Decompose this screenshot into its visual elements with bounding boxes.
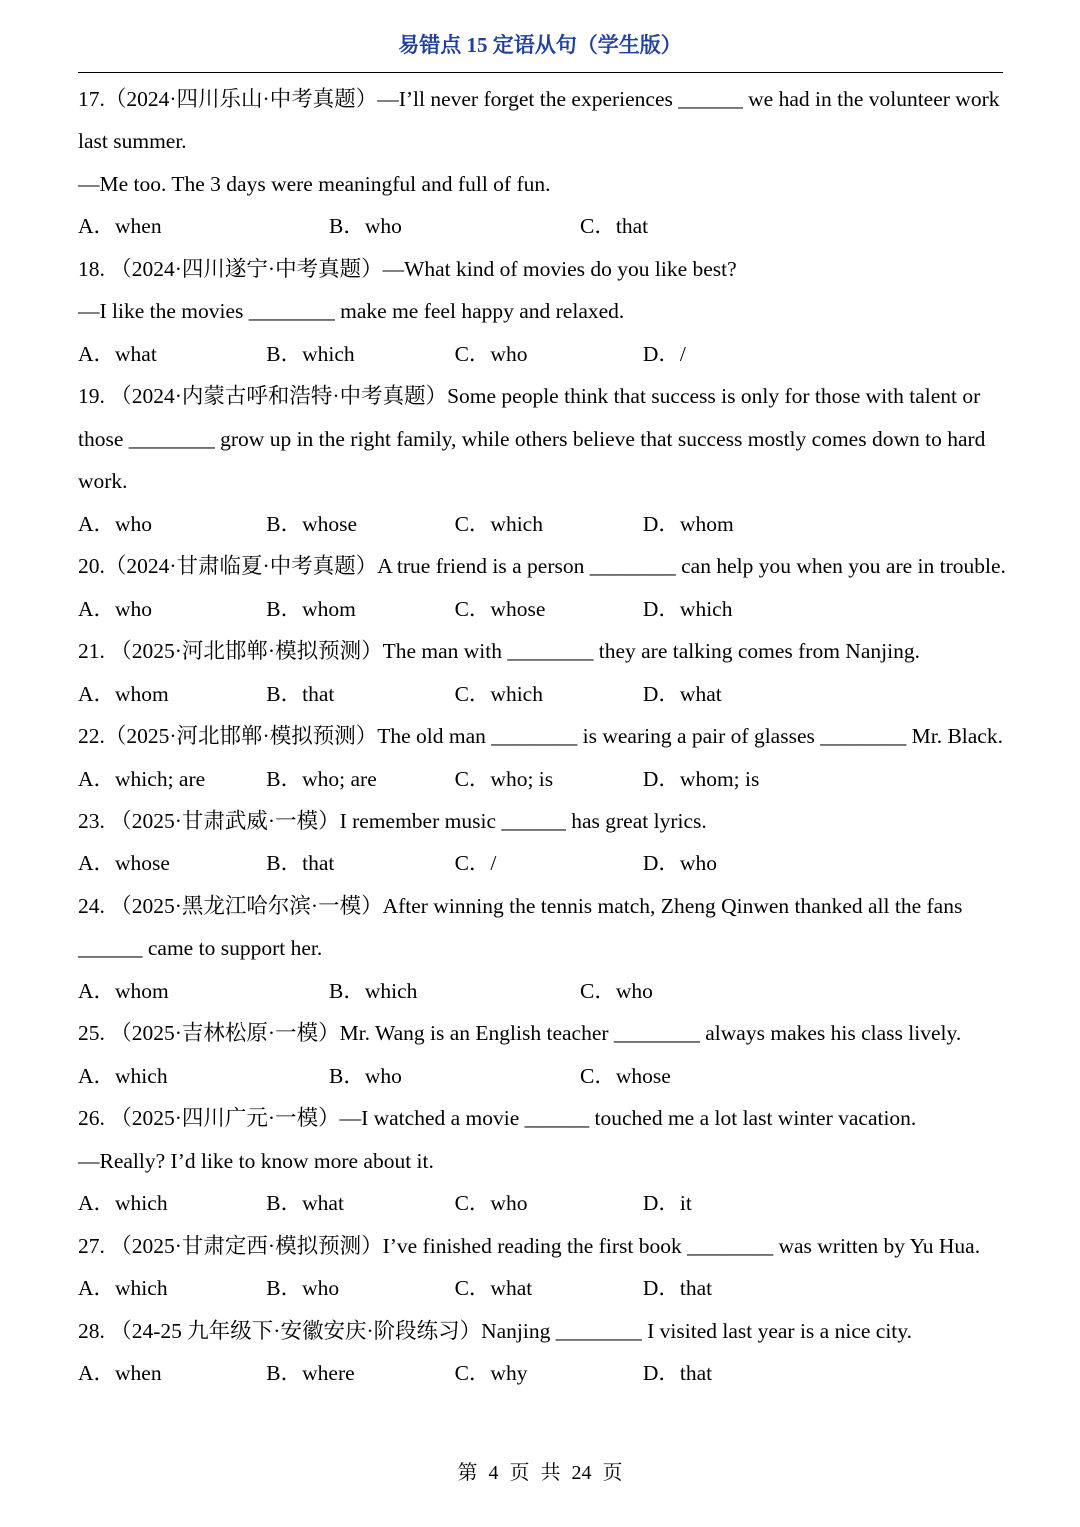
q28-options <box>78 1352 1003 1394</box>
question-list <box>78 78 1006 1395</box>
q23-option-c: C．/ <box>454 851 497 876</box>
q18-option-c: C．who <box>454 341 528 366</box>
q19-stem-line-2: those ________ grow up in the right family, while others believe that success mostly comes down to hard <box>78 426 986 451</box>
q27-option-d: D．that <box>642 1276 713 1301</box>
q20-stem-line-1: 20.（2024·甘肃临夏·中考真题）A true friend is a person ________ can help you when you are in trouble. <box>78 554 1006 579</box>
q25-option-a: A．which <box>78 1063 168 1088</box>
q24-option-a: A．whom <box>78 978 169 1003</box>
q27-option-c: C．what <box>454 1276 533 1301</box>
q18-stem-line-2: —I like the movies ________ make me feel happy and relaxed. <box>78 299 625 324</box>
q23-stem-line-1: 23. （2025·甘肃武威·一模）I remember music ______ has great lyrics. <box>78 808 707 833</box>
q22-options <box>78 758 1003 800</box>
q17-option-b: B．who <box>329 214 402 239</box>
question-28 <box>78 1310 1003 1395</box>
q23-option-a: A．whose <box>78 851 170 876</box>
q26-option-a: A．which <box>78 1191 168 1216</box>
q19-stem-line-3: work. <box>78 469 128 494</box>
q26-options <box>78 1182 1003 1224</box>
q27-options <box>78 1267 1003 1309</box>
q19-option-b: B．whose <box>266 511 358 536</box>
q20-options <box>78 588 1003 630</box>
q21-option-c: C．which <box>454 681 543 706</box>
q22-option-a: A．which; are <box>78 766 206 791</box>
q17-option-a: A．when <box>78 214 162 239</box>
page-footer-number: 第 4 页 共 24 页 <box>457 1462 623 1484</box>
q24-option-b: B．which <box>329 978 418 1003</box>
q20-option-a: A．who <box>78 596 153 621</box>
q21-option-a: A．whom <box>78 681 169 706</box>
q27-option-b: B．who <box>266 1276 340 1301</box>
q25-option-b: B．who <box>329 1063 402 1088</box>
q26-stem-line-1: 26. （2025·四川广元·一模）—I watched a movie ______ touched me a lot last winter vacation. <box>78 1106 917 1131</box>
q19-stem-line-1: 19. （2024·内蒙古呼和浩特·中考真题）Some people think that success is only for those with talent or <box>78 384 981 409</box>
q22-option-d: D．whom; is <box>642 766 760 791</box>
q24-options <box>78 970 1003 1012</box>
q17-options <box>78 205 1003 247</box>
q25-stem-line-1: 25. （2025·吉林松原·一模）Mr. Wang is an English teacher ________ always makes his class lively. <box>78 1021 962 1046</box>
q18-option-b: B．which <box>266 341 355 366</box>
question-19 <box>78 375 1003 545</box>
q21-options <box>78 673 1003 715</box>
question-17 <box>78 78 1003 248</box>
q18-option-d: D．/ <box>642 341 686 366</box>
q23-option-d: D．who <box>642 851 717 876</box>
question-20 <box>78 545 1006 630</box>
q19-options <box>78 503 1003 545</box>
q20-option-c: C．whose <box>454 596 546 621</box>
q22-option-b: B．who; are <box>266 766 377 791</box>
q24-option-c: C．who <box>580 978 653 1003</box>
page-header-title: 易错点 15 定语从句（学生版） <box>398 33 682 57</box>
q28-option-c: C．why <box>454 1361 528 1386</box>
q17-stem-line-3: —Me too. The 3 days were meaningful and full of fun. <box>78 171 551 196</box>
question-21 <box>78 630 1003 715</box>
q18-options <box>78 333 1003 375</box>
q18-stem-line-1: 18. （2024·四川遂宁·中考真题）—What kind of movies do you like best? <box>78 256 737 281</box>
q26-stem-line-2: —Really? I’d like to know more about it. <box>78 1148 434 1173</box>
question-25 <box>78 1012 1003 1097</box>
question-26 <box>78 1097 1003 1224</box>
q21-stem-line-1: 21. （2025·河北邯郸·模拟预测）The man with ________ they are talking comes from Nanjing. <box>78 639 920 664</box>
q26-option-b: B．what <box>266 1191 344 1216</box>
q24-stem-line-1: 24. （2025·黑龙江哈尔滨·一模）After winning the tennis match, Zheng Qinwen thanked all the fans <box>78 893 963 918</box>
q22-stem-line-1: 22.（2025·河北邯郸·模拟预测）The old man ________ is wearing a pair of glasses ________ Mr. Black. <box>78 724 1003 749</box>
q17-option-c: C．that <box>580 214 649 239</box>
q20-option-b: B．whom <box>266 596 356 621</box>
q25-option-c: C．whose <box>580 1063 671 1088</box>
q17-stem-line-2: last summer. <box>78 129 187 154</box>
question-18 <box>78 248 1003 375</box>
q28-option-d: D．that <box>642 1361 713 1386</box>
q18-option-a: A．what <box>78 341 157 366</box>
q19-option-c: C．which <box>454 511 543 536</box>
q21-option-d: D．what <box>642 681 722 706</box>
question-22 <box>78 715 1003 800</box>
q23-options <box>78 842 1003 884</box>
q27-option-a: A．which <box>78 1276 168 1301</box>
q17-stem-line-1: 17.（2024·四川乐山·中考真题）—I’ll never forget the experiences ______ we had in the volunteer work <box>78 87 1000 111</box>
q21-option-b: B．that <box>266 681 335 706</box>
q26-option-c: C．who <box>454 1191 528 1216</box>
q19-option-a: A．who <box>78 511 153 536</box>
question-23 <box>78 800 1003 885</box>
q23-option-b: B．that <box>266 851 335 876</box>
q22-option-c: C．who; is <box>454 766 554 791</box>
header-divider <box>78 72 1003 73</box>
q28-option-a: A．when <box>78 1361 162 1386</box>
q28-stem-line-1: 28. （24-25 九年级下·安徽安庆·阶段练习）Nanjing ________ I visited last year is a nice city. <box>78 1318 912 1343</box>
q24-stem-line-2: ______ came to support her. <box>78 936 323 961</box>
q26-option-d: D．it <box>642 1191 692 1216</box>
q19-option-d: D．whom <box>642 511 734 536</box>
q28-option-b: B．where <box>266 1361 355 1386</box>
question-24 <box>78 885 1003 1012</box>
q25-options <box>78 1055 1003 1097</box>
question-27 <box>78 1225 1003 1310</box>
q27-stem-line-1: 27. （2025·甘肃定西·模拟预测）I’ve finished reading the first book ________ was written by Yu Hua. <box>78 1233 981 1258</box>
q20-option-d: D．which <box>642 596 733 621</box>
